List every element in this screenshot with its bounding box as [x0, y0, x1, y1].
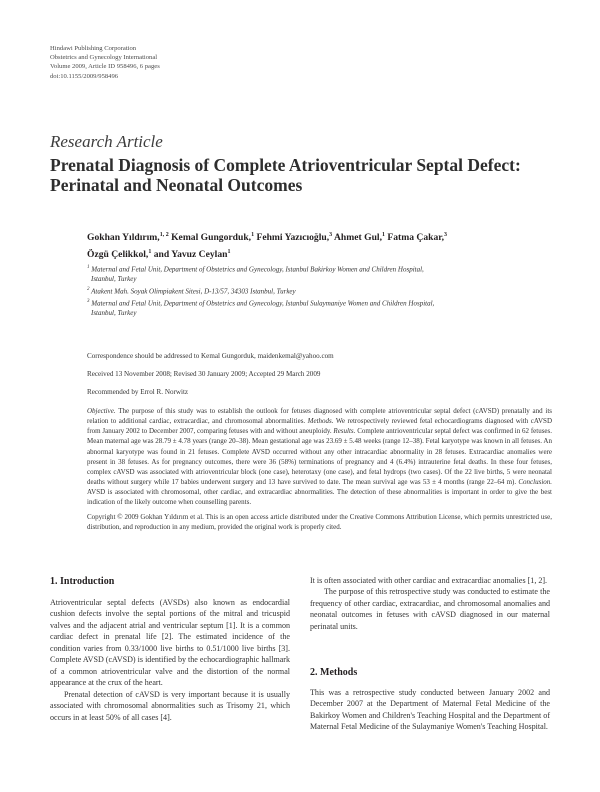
affiliation: $^3$ Maternal and Fetal Unit, Department of Obstetrics and Gynecology, Istanbul Sulaymaniye Women and Children Hospital,: [87, 299, 435, 308]
methods-text: We retrospectively reviewed fetal echocardiograms diagnosed with cAVSD from January 2002 to December 2007, comparing fetuses with and without aneuploidy.: [87, 417, 552, 436]
affiliation: $^2$ Atakent Mah. Soyak Olimpiakent Sitesi, D-13/57, 34303 Istanbul, Turkey: [87, 286, 296, 296]
results-label: Results.: [333, 427, 356, 436]
results-text: Complete antrioventricular septal defect was confirmed in 62 fetuses. Mean maternal age was 28.79 ± 4.78 years (range 20–38). Mean gestational age was 23.69 ± 5.48 weeks (range 12–38). Fetal karyotype was known in all fetuses. An abnormal karyotype was found in 21 fetuses. Complete AVSD occurred without any other intracardiac abnormality in 28 fetuses. Extracardiac anomalies were present in 38 fetuses. As for pregnancy outcomes, there were 36 (58%) terminations of pregnancy and 4 (6.4%) intrauterine fetal deaths. In these four fetuses, complex cAVSD was associated with atrioventricular block (one case), heterotaxy (one case), and fetal hydrops (two cases). Of the 22 live births, 5 were neonatal deaths without surgery while 17 babies underwent surgery and 13 have survived to date. The mean survival age was 53 ± 4 months (range 22–64 m).: [87, 427, 553, 487]
methods-column: [310, 687, 550, 733]
conclusion-text: AVSD is associated with chromosomal, other cardiac, and extracardiac abnormalities. The detection of these abnormalities is important in order to give the best indication of the likely outcome when counselling parents.: [87, 488, 552, 507]
author: Ahmet Gul,$^1$: [334, 232, 385, 244]
author: Fehmi Yazıcıoğlu,$^3$: [256, 232, 333, 244]
author: Gokhan Yıldırım,$^{1, 2}$: [87, 232, 169, 244]
journal-name: Obstetrics and Gynecology International: [50, 54, 158, 62]
author-list: [87, 228, 557, 262]
journal-header: [50, 44, 160, 81]
title-line-2: Perinatal and Neonatal Outcomes: [50, 175, 303, 195]
copyright-notice: Copyright © 2009 Gokhan Yıldırım et al. This is an open access article distributed under the Creative Commons Attribution License, which permits unrestricted use, distribution, and reproduction in any medium, provided the original work is properly cited.: [87, 513, 552, 532]
intro-paragraph-2: Prenatal detection of cAVSD is very important because it is usually associated with chromosomal abnormalities such as Trisomy 21, which occurs in at least 50% of all cases [4].: [50, 689, 290, 722]
objective-text: The purpose of this study was to establish the outlook for fetuses diagnosed with complete atrioventricular septal defect (cAVSD) prenatally and its relation to additional cardiac, extracardiac, and chromosomal abnormalities.: [87, 407, 553, 426]
article-type: Research Article: [50, 132, 163, 151]
conclusion-label: Conclusion.: [518, 478, 553, 487]
article-title: [50, 155, 560, 195]
methods-heading: 2. Methods: [310, 667, 358, 678]
doi[interactable]: doi:10.1155/2009/958496: [50, 72, 119, 80]
affiliation-list: [87, 263, 537, 319]
abstract: [87, 406, 552, 508]
methods-label: Methods.: [307, 417, 334, 426]
affiliation-continued: Istanbul, Turkey: [91, 309, 137, 318]
left-column: [50, 597, 290, 723]
right-column: [310, 575, 550, 632]
affiliation: $^1$ Maternal and Fetal Unit, Department of Obstetrics and Gynecology, Istanbul Bakirkoy Women and Children Hospital,: [87, 265, 424, 274]
methods-paragraph-1: This was a retrospective study conducted between January 2002 and December 2007 at the Department of Maternal Fetal Medicine of the Bakirkoy Women and Children's Teaching Hospital and the Department of Maternal Fetal Medicine of the Sulaymaniye Women's Teaching Hospital.: [310, 688, 550, 732]
intro-paragraph-1: Atrioventricular septal defects (AVSDs) also known as endocardial cushion defects involve the septal portions of the mitral and tricuspid valves and the adjacent atrial and ventricular septum [1]. It is a common cardiac defect in prenatal life [2]. The estimated incidence of the condition varies from 0.33/1000 live births to 0.51/1000 live births [3]. Complete AVSD (cAVSD) is identified by the echocardiographic hallmark of a common atrioventricular valve and the distortion of the normal appearance at the crux of the heart.: [50, 598, 290, 688]
author: Kemal Gungorduk,$^1$: [171, 232, 255, 244]
affiliation-continued: Istanbul, Turkey: [91, 275, 137, 284]
author: Fatma Çakar,$^3$: [387, 232, 448, 244]
intro-paragraph-3: It is often associated with other cardiac and extracardiac anomalies [1, 2].: [310, 576, 548, 585]
dates: Received 13 November 2008; Revised 30 January 2009; Accepted 29 March 2009: [87, 370, 321, 378]
introduction-heading: 1. Introduction: [50, 576, 115, 587]
intro-paragraph-4: The purpose of this retrospective study was conducted to estimate the frequency of other cardiac, extracardiac, and chromosomal anomalies and neonatal outcomes in fetuses with cAVSD diagnosed in our maternal perinatal units.: [310, 587, 550, 631]
author: and Yavuz Ceylan$^1$: [153, 249, 231, 261]
volume-info: Volume 2009, Article ID 958496, 6 pages: [50, 63, 160, 71]
correspondence: Correspondence should be addressed to Kemal Gungorduk, maidenkemal@yahoo.com: [87, 352, 334, 360]
title-line-1: Prenatal Diagnosis of Complete Atrioventricular Septal Defect:: [50, 155, 521, 175]
author: Özgü Çelikkol,$^1$: [87, 249, 152, 261]
recommended-by: Recommended by Errol R. Norwitz: [87, 388, 189, 396]
publisher-name: Hindawi Publishing Corporation: [50, 45, 137, 52]
objective-label: Objective.: [87, 407, 116, 415]
